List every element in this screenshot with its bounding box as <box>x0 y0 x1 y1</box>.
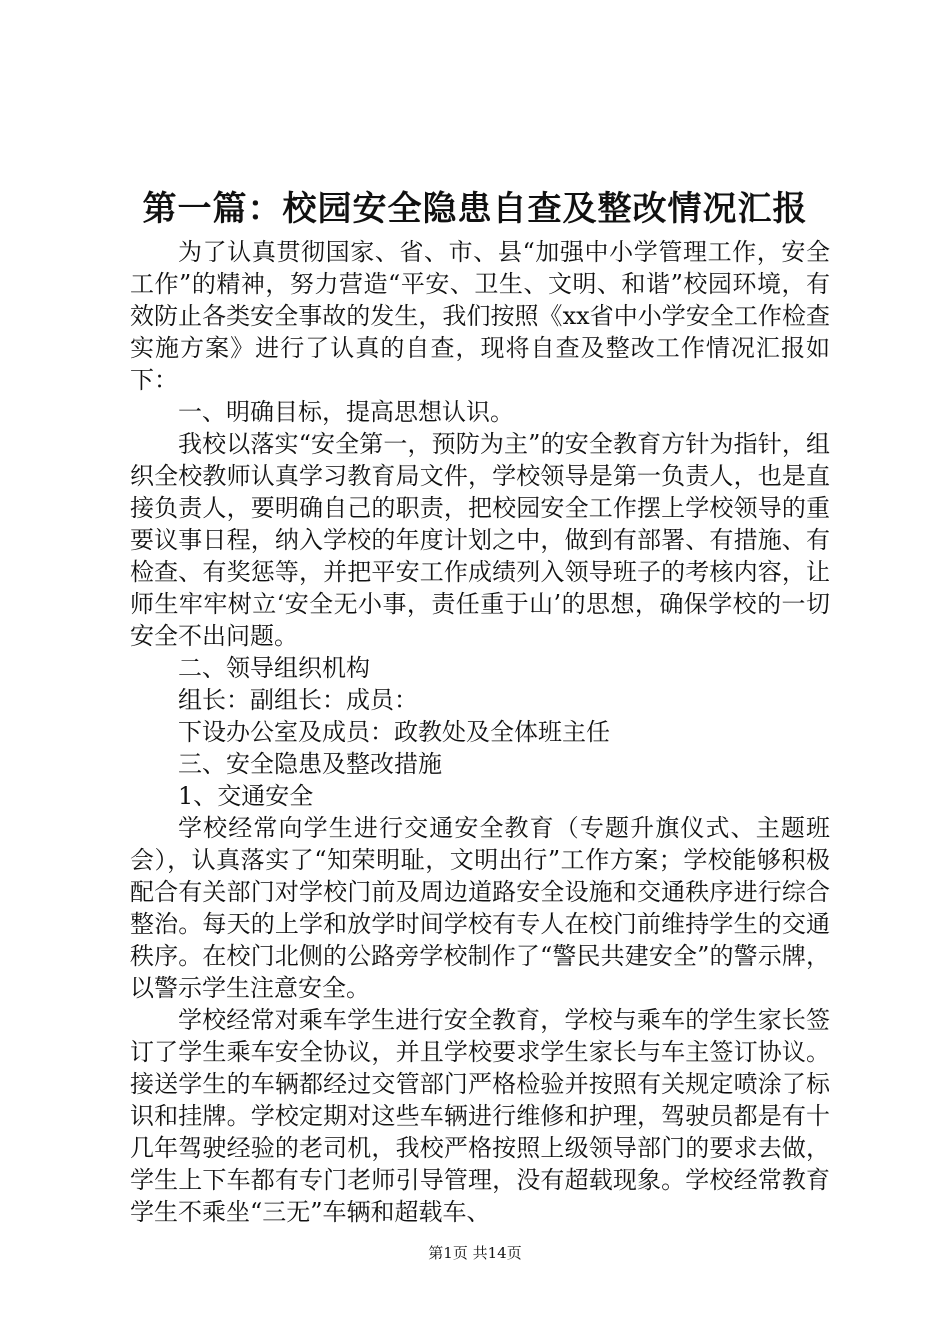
subsection-heading-traffic: 1、交通安全 <box>178 782 314 810</box>
paragraph-goals: 我校以落实“安全第一，预防为主”的安全教育方针为指针，组织全校教师认真学习教育局文件，学校领导是第一负责人，也是直接负责人，要明确自己的职责，把校园安全工作摆上学校领导的重要议事日程，纳入学校的年度计划之中，做到有部署、有措施、有检查、有奖惩等，并把平安工作成绩列入领导班子的考核内容，让师生牢牢树立‘安全无小事，责任重于山’的思想，确保学校的一切安全不出问题。 <box>130 430 830 650</box>
section-heading-organization: 二、领导组织机构 <box>178 654 370 682</box>
paragraph-office: 下设办公室及成员：政教处及全体班主任 <box>178 718 610 746</box>
section-heading-goals: 一、明确目标，提高思想认识。 <box>178 398 514 426</box>
section-heading-hazards: 三、安全隐患及整改措施 <box>178 750 442 778</box>
paragraph-bus-safety: 学校经常对乘车学生进行安全教育，学校与乘车的学生家长签订了学生乘车安全协议，并且学校要求学生家长与车主签订协议。接送学生的车辆都经过交管部门严格检验并按照有关规定喷涂了标识和挂牌。学校定期对这些车辆进行维修和护理，驾驶员都是有十几年驾驶经验的老司机，我校严格按照上级领导部门的要求去做，学生上下车都有专门老师引导管理，没有超载现象。学校经常教育学生不乘坐“三无”车辆和超载车、 <box>130 1006 830 1226</box>
document-title: 第一篇：校园安全隐患自查及整改情况汇报 <box>142 189 808 229</box>
paragraph-intro: 为了认真贯彻国家、省、市、县“加强中小学管理工作，安全工作”的精神，努力营造“平安、卫生、文明、和谐”校园环境，有效防止各类安全事故的发生，我们按照《xx省中小学安全工作检查实施方案》进行了认真的自查，现将自查及整改工作情况汇报如下： <box>130 238 830 394</box>
paragraph-members: 组长：副组长：成员： <box>178 686 418 714</box>
paragraph-traffic-education: 学校经常向学生进行交通安全教育（专题升旗仪式、主题班会），认真落实了“知荣明耻，文明出行”工作方案；学校能够积极配合有关部门对学校门前及周边道路安全设施和交通秩序进行综合整治。每天的上学和放学时间学校有专人在校门前维持学生的交通秩序。在校门北侧的公路旁学校制作了“警民共建安全”的警示牌，以警示学生注意安全。 <box>130 814 830 1002</box>
document-body <box>130 236 830 1228</box>
page-footer: 第1页 共14页 <box>428 1244 522 1262</box>
